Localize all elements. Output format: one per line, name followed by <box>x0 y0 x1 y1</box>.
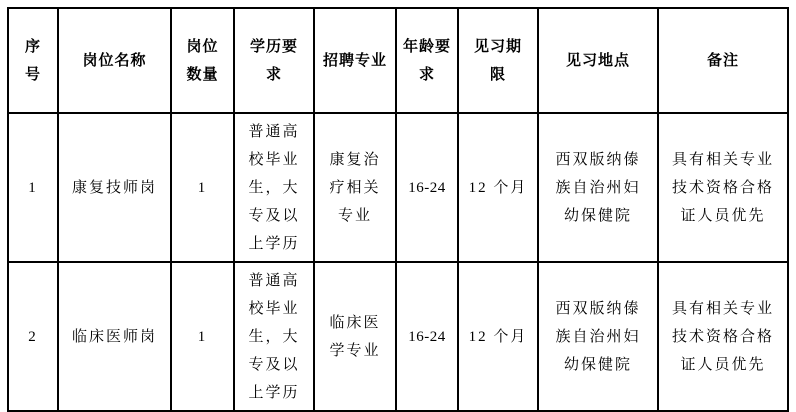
cell-internship-location: 西双版纳傣族自治州妇幼保健院 <box>538 262 658 411</box>
cell-internship-period: 12 个月 <box>458 113 538 262</box>
cell-age-requirement: 16-24 <box>396 113 458 262</box>
cell-position-count: 1 <box>171 113 234 262</box>
cell-age-requirement: 16-24 <box>396 262 458 411</box>
cell-internship-location: 西双版纳傣族自治州妇幼保健院 <box>538 113 658 262</box>
cell-position-count: 1 <box>171 262 234 411</box>
cell-recruitment-major: 康复治疗相关专业 <box>314 113 396 262</box>
table-row <box>8 262 788 411</box>
table-row <box>8 113 788 262</box>
recruitment-table <box>7 7 789 412</box>
header-cell-position-name: 岗位名称 <box>58 8 171 113</box>
cell-serial-number: 2 <box>8 262 58 411</box>
header-cell-recruitment-major: 招聘专业 <box>314 8 396 113</box>
header-row <box>8 8 788 113</box>
header-cell-age-requirement: 年龄要求 <box>396 8 458 113</box>
header-cell-internship-location: 见习地点 <box>538 8 658 113</box>
cell-serial-number: 1 <box>8 113 58 262</box>
header-cell-education-requirement: 学历要求 <box>234 8 314 113</box>
cell-education-requirement: 普通高校毕业生，大专及以上学历 <box>234 262 314 411</box>
cell-position-name: 临床医师岗 <box>58 262 171 411</box>
cell-recruitment-major: 临床医学专业 <box>314 262 396 411</box>
cell-internship-period: 12 个月 <box>458 262 538 411</box>
cell-position-name: 康复技师岗 <box>58 113 171 262</box>
cell-remarks: 具有相关专业技术资格合格证人员优先 <box>658 262 788 411</box>
header-cell-serial-number: 序号 <box>8 8 58 113</box>
header-cell-internship-period: 见习期限 <box>458 8 538 113</box>
cell-remarks: 具有相关专业技术资格合格证人员优先 <box>658 113 788 262</box>
cell-education-requirement: 普通高校毕业生，大专及以上学历 <box>234 113 314 262</box>
header-cell-remarks: 备注 <box>658 8 788 113</box>
header-cell-position-count: 岗位数量 <box>171 8 234 113</box>
